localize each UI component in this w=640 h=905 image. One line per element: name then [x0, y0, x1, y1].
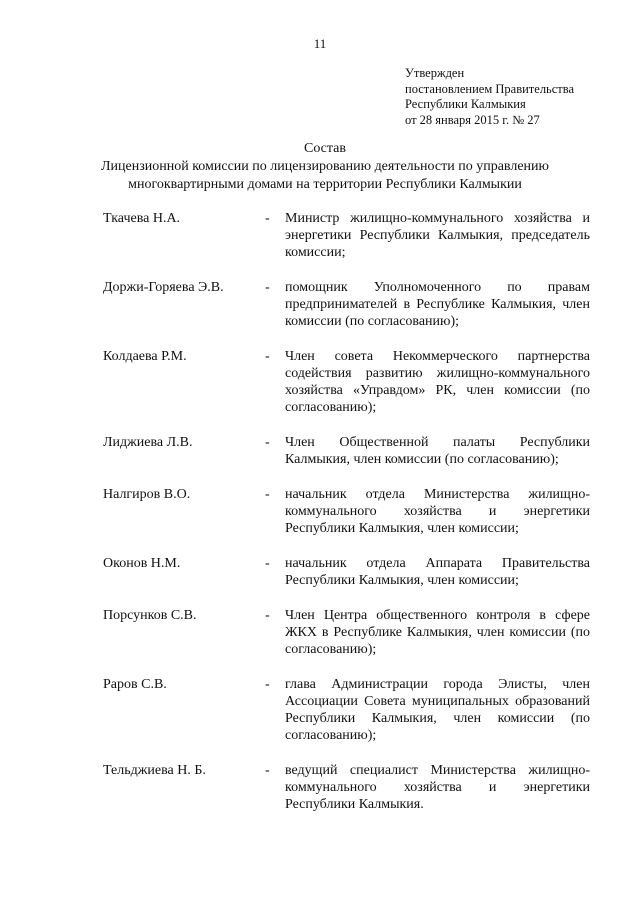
member-dash: -: [265, 763, 270, 778]
member-name: Доржи-Горяева Э.В.: [103, 280, 224, 295]
member-name: Колдаева Р.М.: [103, 349, 187, 364]
member-dash: -: [265, 435, 270, 450]
member-role: Министр жилищно-коммунального хозяйства и энергетики Республики Калмыкия, председатель комиссии;: [285, 211, 590, 260]
approval-line: от 28 января 2015 г. № 27: [405, 112, 540, 127]
member-role: начальник отдела Министерства жилищно-коммунального хозяйства и энергетики Республики Калмыкия, член комиссии;: [285, 487, 590, 536]
member-dash: -: [265, 677, 270, 692]
title-heading: Состав: [303, 141, 346, 156]
member-name: Раров С.В.: [103, 677, 167, 692]
member-role: Член Общественной палаты Республики Калмыкия, член комиссии (по согласованию);: [285, 435, 590, 467]
approval-line: Республики Калмыкия: [405, 97, 526, 111]
page-number: 11: [313, 36, 327, 51]
member-name: Налгиров В.О.: [103, 487, 191, 502]
member-name: Лиджиева Л.В.: [103, 435, 193, 450]
member-name: Порсунков С.В.: [103, 608, 197, 623]
member-dash: -: [265, 556, 270, 571]
member-dash: -: [265, 608, 270, 623]
member-role: Член Центра общественного контроля в сфере ЖКХ в Республике Калмыкия, член комиссии (по согласованию);: [285, 608, 590, 657]
member-name: Ткачева Н.А.: [103, 211, 181, 226]
member-name: Тельджиева Н. Б.: [103, 763, 206, 778]
member-role: Член совета Некоммерческого партнерства содействия развитию жилищно-коммунального хозяйства «Управдом» РК, член комиссии (по согласованию);: [285, 349, 590, 415]
member-role: помощник Уполномоченного по правам предпринимателей в Республике Калмыкия, член комиссии (по согласованию);: [285, 280, 590, 329]
member-dash: -: [265, 349, 270, 364]
member-dash: -: [265, 280, 270, 295]
approval-line: Утвержден: [405, 66, 465, 80]
title-line: Лицензионной комиссии по лицензированию деятельности по управлению: [101, 159, 549, 174]
approval-line: постановлением Правительства: [405, 81, 575, 96]
member-dash: -: [265, 487, 270, 502]
member-role: ведущий специалист Министерства жилищно-коммунального хозяйства и энергетики Республики Калмыкия.: [285, 763, 590, 812]
member-role: начальник отдела Аппарата Правительства Республики Калмыкия, член комиссии;: [285, 556, 590, 588]
member-dash: -: [265, 211, 270, 226]
member-name: Оконов Н.М.: [103, 556, 181, 571]
title-line: многоквартирными домами на территории Республики Калмыкии: [128, 177, 522, 192]
member-role: глава Администрации города Элисты, член Ассоциации Совета муниципальных образований Республики Калмыкия, член комиссии (по согласованию);: [285, 677, 590, 743]
